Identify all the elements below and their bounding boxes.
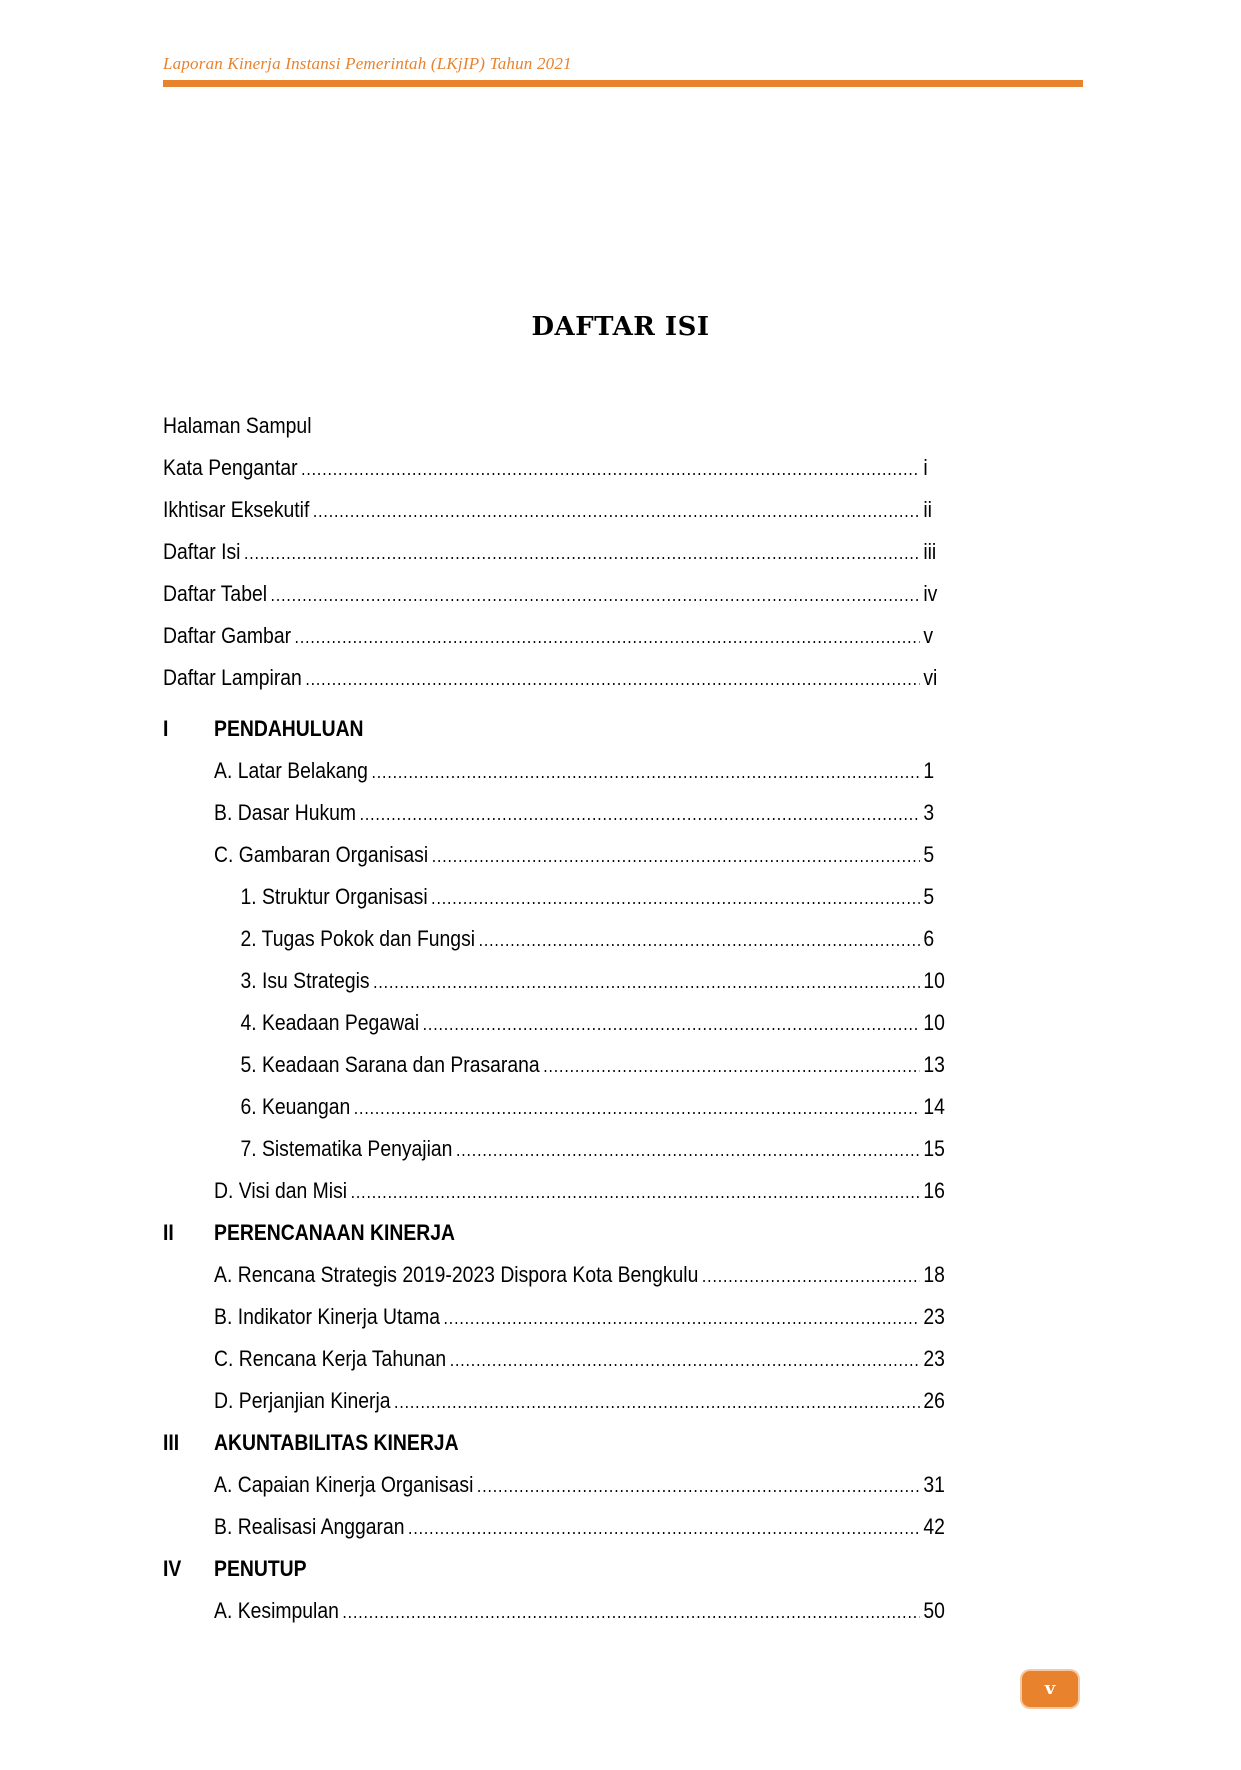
chapter-title: AKUNTABILITAS KINERJA bbox=[214, 1430, 459, 1455]
toc-entry-page: 10 bbox=[923, 968, 945, 993]
toc-entry-page: iv bbox=[923, 581, 938, 606]
dot-leader bbox=[313, 496, 920, 526]
toc-entry-label: Daftar Lampiran bbox=[163, 665, 302, 690]
dot-leader bbox=[543, 1051, 920, 1081]
dot-leader bbox=[271, 580, 920, 610]
toc-entry-page: 31 bbox=[923, 1472, 945, 1497]
toc-entry-label: 1. Struktur Organisasi bbox=[240, 884, 428, 909]
chapter-number: IV bbox=[163, 1556, 182, 1581]
toc-entry-halaman-sampul[interactable] bbox=[163, 411, 948, 441]
toc-entry-page: iii bbox=[923, 539, 937, 564]
toc-entry-label: Daftar Isi bbox=[163, 539, 241, 564]
chapter-title: PENUTUP bbox=[214, 1556, 307, 1581]
toc-entry[interactable] bbox=[214, 1596, 948, 1626]
dot-leader bbox=[342, 1597, 919, 1627]
toc-entry-page: 23 bbox=[923, 1304, 945, 1329]
toc-entry-page: 18 bbox=[923, 1262, 945, 1287]
toc-entry-page: 23 bbox=[923, 1346, 945, 1371]
dot-leader bbox=[431, 883, 920, 913]
toc-entry-page: vi bbox=[923, 665, 938, 690]
dot-leader bbox=[432, 841, 920, 871]
toc-entry-daftar-isi[interactable] bbox=[163, 537, 948, 567]
toc-entry-page: 50 bbox=[923, 1598, 945, 1623]
toc-entry[interactable] bbox=[214, 798, 948, 828]
toc-entry-page: v bbox=[923, 623, 933, 648]
toc-entry-page: 5 bbox=[923, 842, 935, 867]
toc-entry-label: B. Indikator Kinerja Utama bbox=[214, 1304, 441, 1329]
toc-subentry[interactable] bbox=[240, 1050, 948, 1080]
toc-chapter-heading[interactable] bbox=[163, 1428, 948, 1458]
toc-entry-page: 3 bbox=[923, 800, 935, 825]
dot-leader bbox=[305, 664, 919, 694]
dot-leader bbox=[450, 1345, 920, 1375]
dot-leader bbox=[479, 925, 920, 955]
toc-entry-page: 10 bbox=[923, 1010, 945, 1035]
header-title: Laporan Kinerja Instansi Pemerintah (LKjIP) Tahun 2021 bbox=[163, 54, 572, 73]
toc-entry-page: 6 bbox=[923, 926, 935, 951]
toc-entry-label: 5. Keadaan Sarana dan Prasarana bbox=[240, 1052, 540, 1077]
toc-entry-label: C. Rencana Kerja Tahunan bbox=[214, 1346, 447, 1371]
toc-entry-page: 26 bbox=[923, 1388, 945, 1413]
toc-entry[interactable] bbox=[214, 756, 948, 786]
toc-entry-daftar-lampiran[interactable] bbox=[163, 663, 948, 693]
chapter-number: III bbox=[163, 1430, 180, 1455]
dot-leader bbox=[373, 967, 920, 997]
dot-leader bbox=[354, 1093, 920, 1123]
toc-entry-page: 14 bbox=[923, 1094, 945, 1119]
dot-leader bbox=[456, 1135, 920, 1165]
toc-entry-page: 13 bbox=[923, 1052, 945, 1077]
toc-entry-label: A. Rencana Strategis 2019-2023 Dispora Kota Bengkulu bbox=[214, 1262, 699, 1287]
toc-subentry[interactable] bbox=[240, 1092, 948, 1122]
toc-subentry[interactable] bbox=[240, 1134, 948, 1164]
dot-leader bbox=[444, 1303, 920, 1333]
toc-subentry[interactable] bbox=[240, 924, 948, 954]
chapter-title: PERENCANAAN KINERJA bbox=[214, 1220, 455, 1245]
toc-entry-label: Daftar Tabel bbox=[163, 581, 268, 606]
dot-leader bbox=[244, 538, 920, 568]
dot-leader bbox=[408, 1513, 920, 1543]
toc-entry-label: Kata Pengantar bbox=[163, 455, 298, 480]
toc-entry-daftar-gambar[interactable] bbox=[163, 621, 948, 651]
toc-entry-label: 3. Isu Strategis bbox=[240, 968, 370, 993]
chapter-number: II bbox=[163, 1220, 174, 1245]
toc-entry-page: ii bbox=[923, 497, 932, 522]
toc-entry[interactable] bbox=[214, 840, 948, 870]
toc-entry-page: 1 bbox=[923, 758, 935, 783]
dot-leader bbox=[477, 1471, 920, 1501]
toc-entry-label: D. Visi dan Misi bbox=[214, 1178, 348, 1203]
header-rule bbox=[163, 80, 1083, 87]
toc-entry-label: B. Dasar Hukum bbox=[214, 800, 357, 825]
toc-entry[interactable] bbox=[214, 1344, 948, 1374]
toc-entry-page: 5 bbox=[923, 884, 935, 909]
toc-entry-kata-pengantar[interactable] bbox=[163, 453, 948, 483]
toc-entry-page: 15 bbox=[923, 1136, 945, 1161]
toc-entry[interactable] bbox=[214, 1260, 948, 1290]
toc-entry[interactable] bbox=[214, 1176, 948, 1206]
dot-leader bbox=[351, 1177, 920, 1207]
toc-entry-label: 2. Tugas Pokok dan Fungsi bbox=[240, 926, 476, 951]
toc-subentry[interactable] bbox=[240, 1008, 948, 1038]
page-title: DAFTAR ISI bbox=[531, 312, 710, 342]
toc-entry-label: 6. Keuangan bbox=[240, 1094, 351, 1119]
dot-leader bbox=[371, 757, 919, 787]
toc-entry-label: Halaman Sampul bbox=[163, 413, 312, 438]
page-number-badge: v bbox=[1022, 1671, 1078, 1707]
toc-entry-label: 7. Sistematika Penyajian bbox=[240, 1136, 453, 1161]
toc-entry-page: 16 bbox=[923, 1178, 945, 1203]
toc-entry-label: Ikhtisar Eksekutif bbox=[163, 497, 310, 522]
toc-entry-label: 4. Keadaan Pegawai bbox=[240, 1010, 420, 1035]
dot-leader bbox=[394, 1387, 920, 1417]
toc-subentry[interactable] bbox=[240, 882, 948, 912]
toc-entry-label: D. Perjanjian Kinerja bbox=[214, 1388, 391, 1413]
dot-leader bbox=[301, 454, 920, 484]
toc-chapter-heading[interactable] bbox=[163, 1218, 948, 1248]
toc-subentry[interactable] bbox=[240, 966, 948, 996]
chapter-number: I bbox=[163, 716, 169, 741]
toc-entry-label: C. Gambaran Organisasi bbox=[214, 842, 429, 867]
toc-entry-page: i bbox=[923, 455, 928, 480]
dot-leader bbox=[702, 1261, 920, 1291]
toc-entry[interactable] bbox=[214, 1470, 948, 1500]
toc-entry[interactable] bbox=[214, 1386, 948, 1416]
toc-entry-page: 42 bbox=[923, 1514, 945, 1539]
toc-entry-daftar-tabel[interactable] bbox=[163, 579, 948, 609]
toc-entry-label: A. Kesimpulan bbox=[214, 1598, 339, 1623]
toc-entry-label: Daftar Gambar bbox=[163, 623, 292, 648]
toc-entry-label: A. Latar Belakang bbox=[214, 758, 368, 783]
toc-chapter-heading[interactable] bbox=[163, 1554, 948, 1584]
toc-entry-ikhtisar-eksekutif[interactable] bbox=[163, 495, 948, 525]
dot-leader bbox=[423, 1009, 920, 1039]
toc-entry[interactable] bbox=[214, 1302, 948, 1332]
toc-entry-label: A. Capaian Kinerja Organisasi bbox=[214, 1472, 474, 1497]
toc-entry-label: B. Realisasi Anggaran bbox=[214, 1514, 405, 1539]
chapter-title: PENDAHULUAN bbox=[214, 716, 364, 741]
dot-leader bbox=[360, 799, 920, 829]
dot-leader bbox=[295, 622, 920, 652]
toc-entry[interactable] bbox=[214, 1512, 948, 1542]
toc-chapter-heading[interactable] bbox=[163, 714, 948, 744]
